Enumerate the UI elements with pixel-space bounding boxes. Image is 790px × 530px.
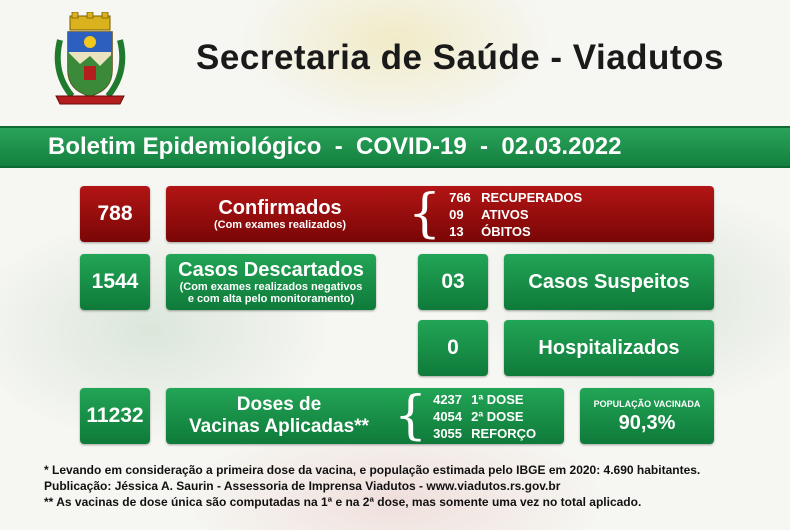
hospitalized-value: 0 <box>447 336 459 359</box>
footnotes <box>44 462 774 510</box>
vaccinated-population-group <box>594 397 701 435</box>
vaccine-panel <box>166 388 564 444</box>
vaccine-total-box <box>80 388 150 444</box>
footnote-2: Publicação: Jéssica A. Saurin - Assessoria de Imprensa Viadutos - www.viadutos.rs.gov.br <box>44 479 561 493</box>
confirmed-label-group <box>166 197 394 231</box>
discarded-label-box <box>166 254 376 310</box>
footnote-1: * Levando em consideração a primeira dose da vacina, e população estimada pelo IBGE em 2020: 4.690 habitantes. <box>44 463 701 477</box>
vaccinated-population-label: POPULAÇÃO VACINADA <box>593 399 701 409</box>
hospitalized-value-box <box>418 320 488 376</box>
hospitalized-label: Hospitalizados <box>538 337 680 359</box>
page-title: Secretaria de Saúde - Viadutos <box>196 38 724 77</box>
discarded-label-group <box>178 259 364 305</box>
list-item: 4054 2ª DOSE <box>433 408 524 424</box>
left-brace-icon: { <box>394 386 428 446</box>
suspected-value: 03 <box>441 270 465 293</box>
discarded-total-value: 1544 <box>91 270 139 293</box>
list-item: 4237 1ª DOSE <box>433 391 524 407</box>
confirmed-sublabel: (Com exames realizados) <box>213 219 347 231</box>
list-item: 3055 REFORÇO <box>433 425 537 441</box>
discarded-sublabel-2: e com alta pelo monitoramento) <box>187 293 355 305</box>
hospitalized-label-box <box>504 320 714 376</box>
vaccine-breakdown-list <box>433 391 536 442</box>
confirmed-breakdown-list <box>449 189 582 240</box>
list-item: 766 RECUPERADOS <box>449 189 583 205</box>
suspected-label-box <box>504 254 714 310</box>
footnote-3: ** As vacinas de dose única são computadas na 1ª e na 2ª dose, mas somente uma vez no total aplicado. <box>44 495 642 509</box>
vaccine-label-2: Vacinas Aplicadas** <box>189 416 369 437</box>
vaccinated-population-value: 90,3% <box>618 412 676 434</box>
discarded-label: Casos Descartados <box>178 259 364 281</box>
confirmed-label: Confirmados <box>218 197 342 219</box>
vaccinated-population-box <box>580 388 714 444</box>
list-item: 09 ATIVOS <box>449 206 529 222</box>
suspected-label: Casos Suspeitos <box>528 271 690 293</box>
coat-of-arms-icon <box>50 12 130 108</box>
confirmed-total-value: 788 <box>97 202 133 225</box>
discarded-total-box <box>80 254 150 310</box>
discarded-sublabel-1: (Com exames realizados negativos <box>179 281 363 293</box>
bulletin-banner: Boletim Epidemiológico - COVID-19 - 02.03.2022 <box>0 126 790 168</box>
confirmed-total-box <box>80 186 150 242</box>
left-brace-icon: { <box>408 184 442 244</box>
confirmed-panel <box>166 186 714 242</box>
vaccine-label-group <box>166 394 392 438</box>
vaccine-label-1: Doses de <box>236 394 322 415</box>
vaccine-total-value: 11232 <box>86 404 144 427</box>
list-item: 13 ÓBITOS <box>449 223 531 239</box>
suspected-value-box <box>418 254 488 310</box>
